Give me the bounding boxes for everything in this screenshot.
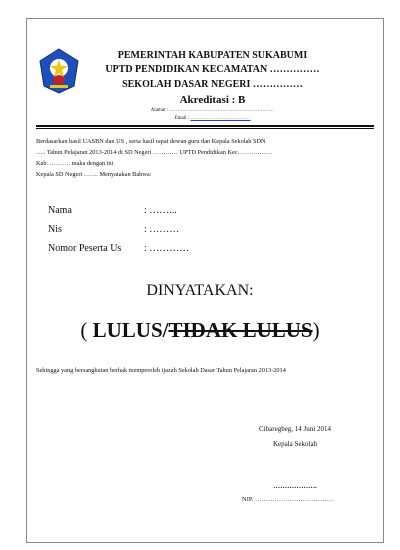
header-email	[90, 116, 335, 121]
email-link[interactable]: ………………………………	[190, 116, 251, 121]
header-accreditation: Akreditasi : B	[179, 94, 246, 106]
place-date: Cibaregbeg, 14 Juni 2014	[259, 425, 331, 433]
field-label: Nomor Peserta Us	[48, 243, 122, 254]
signatory-role: Kepala Sekolah	[272, 440, 318, 448]
school-logo-icon	[38, 48, 80, 94]
field-label: Nama	[48, 205, 72, 216]
field-value: : …………	[144, 243, 190, 254]
header-divider-thick	[36, 125, 374, 127]
field-value: : ……...	[144, 205, 177, 216]
field-nomor-peserta	[48, 243, 190, 254]
graduation-status	[0, 318, 400, 343]
intro-line: ….. Tahun Pelajaran 2013-2014 di SD Negeri ………… UPTD Pendidikan Kec. ……………	[36, 149, 273, 156]
header-divider-thin	[36, 128, 374, 129]
intro-line: Kepala SD Negeri ……. Menyatakan Bahwa:	[36, 171, 152, 178]
intro-paragraph	[36, 136, 370, 180]
intro-line: Kab. ………. maka dengan ini	[36, 160, 114, 167]
field-nis	[48, 224, 180, 235]
email-label: Email :	[174, 116, 191, 121]
intro-line: Berdasarkan hasil UASBN dan US , serta hasil rapat dewan guru dan Kepala Sekolah SDN	[36, 138, 266, 145]
signatory-nip: NIP. ………………………………	[242, 496, 334, 503]
field-label: Nis	[48, 224, 62, 235]
declaration-heading: DINYATAKAN:	[146, 282, 254, 299]
paren-close: )	[312, 318, 320, 342]
field-value: : ………	[144, 224, 180, 235]
signatory-name: ……………….	[273, 482, 317, 490]
header-uptd: UPTD PENDIDIKAN KECAMATAN ……………	[105, 64, 320, 75]
header-government: PEMERINTAH KABUPATEN SUKABUMI	[117, 50, 308, 61]
conclusion-paragraph: Sehingga yang bersangkutan berhak memperoleh ijazah Sekolah Dasar Tahun Pelajaran 2013-2014	[36, 367, 286, 374]
header-address: Alamat : ………………………………………………………	[150, 108, 275, 113]
status-pass: LULUS/	[92, 318, 169, 342]
header-school: SEKOLAH DASAR NEGERI ……………	[122, 79, 303, 90]
field-nama	[48, 205, 177, 216]
status-fail: TIDAK LULUS	[168, 318, 313, 342]
paren-open: (	[80, 318, 93, 342]
